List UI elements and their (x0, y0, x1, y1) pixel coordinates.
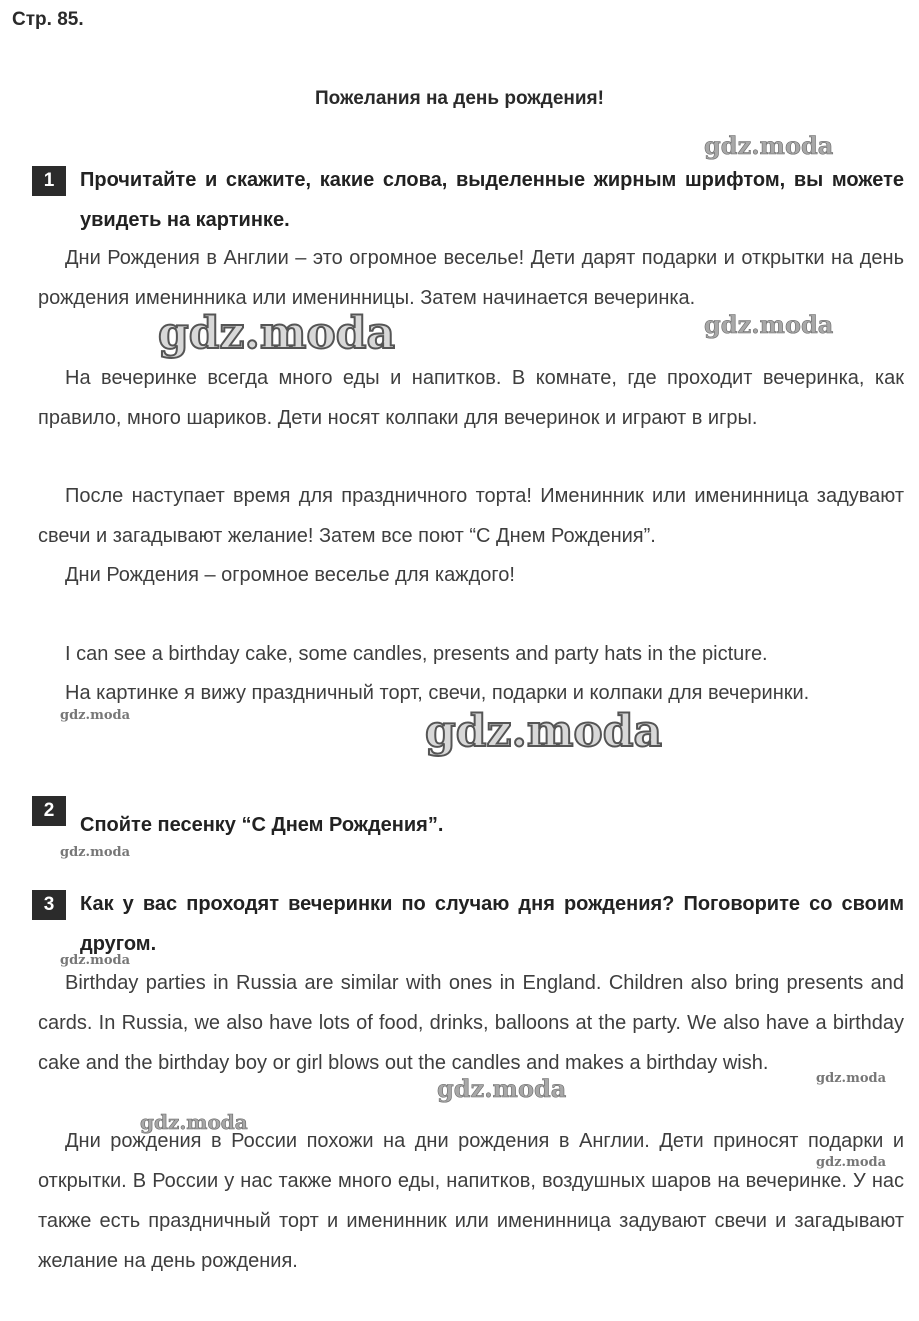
page-number: Стр. 85. (12, 9, 84, 30)
watermark-logo: gdz.moda (704, 310, 834, 339)
watermark-logo: gdz.moda (816, 1155, 887, 1170)
paragraph: Дни Рождения – огромное веселье для каждого! (65, 564, 515, 586)
paragraph: После наступает время для праздничного торта! Именинник или именинница задувают свечи и загадывают желание! Затем все поют “С Днем Рождения”. (38, 485, 904, 547)
task-instruction: Как у вас проходят вечеринки по случаю дня рождения? Поговорите со своим другом. (80, 893, 904, 955)
watermark-logo: gdz.moda (158, 308, 396, 359)
watermark-logo: gdz.moda (60, 953, 131, 968)
task-instruction: Прочитайте и скажите, какие слова, выделенные жирным шрифтом, вы можете увидеть на картинке. (80, 169, 904, 231)
answer-english: I can see a birthday cake, some candles, presents and party hats in the picture. (65, 643, 768, 665)
watermark-logo: gdz.moda (437, 1074, 567, 1103)
paragraph: Дни рождения в России похожи на дни рождения в Англии. Дети приносят подарки и открытки. В России у нас также много еды, напитков, воздушных шаров на вечеринке. У нас также есть праздничный торт и именинник или именинница задувают свечи и загадывают желание на день рождения. (38, 1130, 904, 1272)
paragraph: Дни Рождения в Англии – это огромное веселье! Дети дарят подарки и открытки на день рождения именинника или именинницы. Затем начинается вечеринка. (38, 247, 904, 309)
task-number-badge: 2 (32, 796, 66, 826)
watermark-logo: gdz.moda (816, 1071, 887, 1086)
watermark-logo: gdz.moda (60, 708, 131, 723)
watermark-logo: gdz.moda (704, 131, 834, 160)
task-instruction: Спойте песенку “С Днем Рождения”. (80, 814, 444, 836)
task-number-badge: 3 (32, 890, 66, 920)
task-number-badge: 1 (32, 166, 66, 196)
answer-russian: На картинке я вижу праздничный торт, свечи, подарки и колпаки для вечеринки. (65, 682, 810, 704)
paragraph: Birthday parties in Russia are similar with ones in England. Children also bring presents and cards. In Russia, we also have lots of food, drinks, balloons at the party. We also have a birthday cake and the birthday boy or girl blows out the candles and makes a birthday wish. (38, 972, 904, 1074)
watermark-logo: gdz.moda (140, 1110, 248, 1134)
watermark-logo: gdz.moda (425, 706, 663, 757)
watermark-logo: gdz.moda (60, 845, 131, 860)
page-title: Пожелания на день рождения! (315, 88, 604, 109)
paragraph: На вечеринке всегда много еды и напитков. В комнате, где проходит вечеринка, как правило, много шариков. Дети носят колпаки для вечеринок и играют в игры. (38, 367, 904, 429)
